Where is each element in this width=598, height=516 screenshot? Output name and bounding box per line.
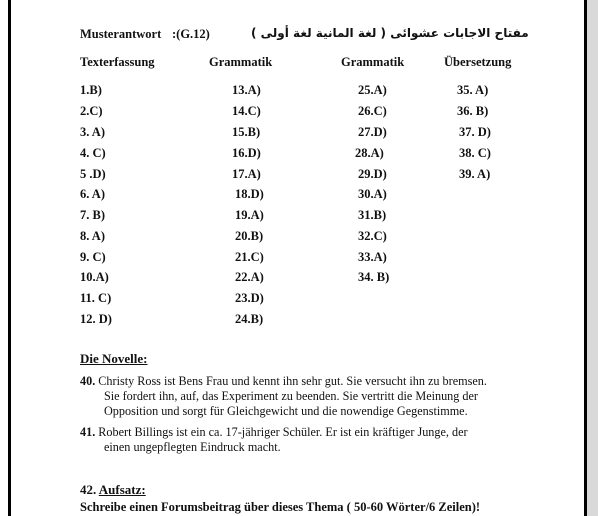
- column-header-texterfassung: Texterfassung: [80, 55, 155, 69]
- answer-26: 26.C): [358, 104, 387, 118]
- essay-number: 42.: [80, 482, 97, 497]
- answer-27: 27.D): [358, 125, 387, 139]
- answer-13: 13.A): [232, 83, 261, 97]
- answer-19: 19.A): [235, 208, 264, 222]
- title-grade: :(G.12): [172, 27, 210, 41]
- answer-18: 18.D): [235, 187, 264, 201]
- answer-key-title: [80, 27, 560, 45]
- question-41-answer: [80, 425, 540, 455]
- answer-29: 29.D): [358, 167, 387, 181]
- answer-7: 7. B): [80, 208, 105, 222]
- answer-2: 2.C): [80, 104, 103, 118]
- answer-8: 8. A): [80, 229, 105, 243]
- answer-38: 38. C): [459, 146, 491, 160]
- answer-33: 33.A): [358, 250, 387, 264]
- question-40-line-1: Christy Ross ist Bens Frau und kennt ihn sehr gut. Sie versucht ihn zu bremsen.: [98, 374, 487, 388]
- answer-32: 32.C): [358, 229, 387, 243]
- essay-heading: [80, 482, 146, 498]
- answer-1: 1.B): [80, 83, 102, 97]
- answer-3: 3. A): [80, 125, 105, 139]
- question-41-line-1: Robert Billings ist ein ca. 17-jähriger Schüler. Er ist ein kräftiger Junge, der: [98, 425, 468, 439]
- answer-30: 30.A): [358, 187, 387, 201]
- answer-23: 23.D): [235, 291, 264, 305]
- essay-title: Aufsatz:: [98, 482, 146, 497]
- title-arabic: مفتاح الاجابات عشوائى ( لغة المانية لغة أولى ): [251, 26, 529, 40]
- title-label: Musterantwort: [80, 27, 162, 41]
- answer-10: 10.A): [80, 270, 109, 284]
- column-header-grammatik-1: Grammatik: [209, 55, 273, 69]
- answer-39: 39. A): [459, 167, 491, 181]
- answer-11: 11. C): [80, 291, 112, 305]
- answer-4: 4. C): [80, 146, 106, 160]
- answer-14: 14.C): [232, 104, 261, 118]
- answer-21: 21.C): [235, 250, 264, 264]
- answer-5: 5 .D): [80, 167, 106, 181]
- column-header-grammatik-2: Grammatik: [341, 55, 405, 69]
- answer-28: 28.A): [355, 146, 384, 160]
- answer-31: 31.B): [358, 208, 387, 222]
- answer-34: 34. B): [358, 270, 390, 284]
- answer-20: 20.B): [235, 229, 264, 243]
- answer-22: 22.A): [235, 270, 264, 284]
- answer-6: 6. A): [80, 187, 105, 201]
- question-41-line-2: einen ungepflegten Eindruck macht.: [104, 440, 281, 454]
- answer-17: 17.A): [232, 167, 261, 181]
- answer-35: 35. A): [457, 83, 489, 97]
- column-header-uebersetzung: Übersetzung: [444, 55, 512, 69]
- answer-15: 15.B): [232, 125, 261, 139]
- answer-25: 25.A): [358, 83, 387, 97]
- answer-37: 37. D): [459, 125, 491, 139]
- essay-task: Schreibe einen Forumsbeitrag über dieses Thema ( 50-60 Wörter/6 Zeilen)!: [80, 500, 481, 514]
- question-40-line-2: Sie fordert ihn, auf, das Experiment zu beenden. Sie vertritt die Meinung der: [104, 389, 478, 403]
- novelle-section-title: Die Novelle:: [80, 351, 148, 366]
- question-40-answer: [80, 374, 540, 419]
- page-shadow: [587, 0, 598, 516]
- answer-24: 24.B): [235, 312, 264, 326]
- answer-9: 9. C): [80, 250, 106, 264]
- question-41-number: 41.: [80, 425, 96, 439]
- answer-36: 36. B): [457, 104, 489, 118]
- answer-12: 12. D): [80, 312, 112, 326]
- question-40-line-3: Opposition und sorgt für Gleichgewicht und die nowendige Gegenstimme.: [104, 404, 468, 418]
- answer-16: 16.D): [232, 146, 261, 160]
- question-40-number: 40.: [80, 374, 96, 388]
